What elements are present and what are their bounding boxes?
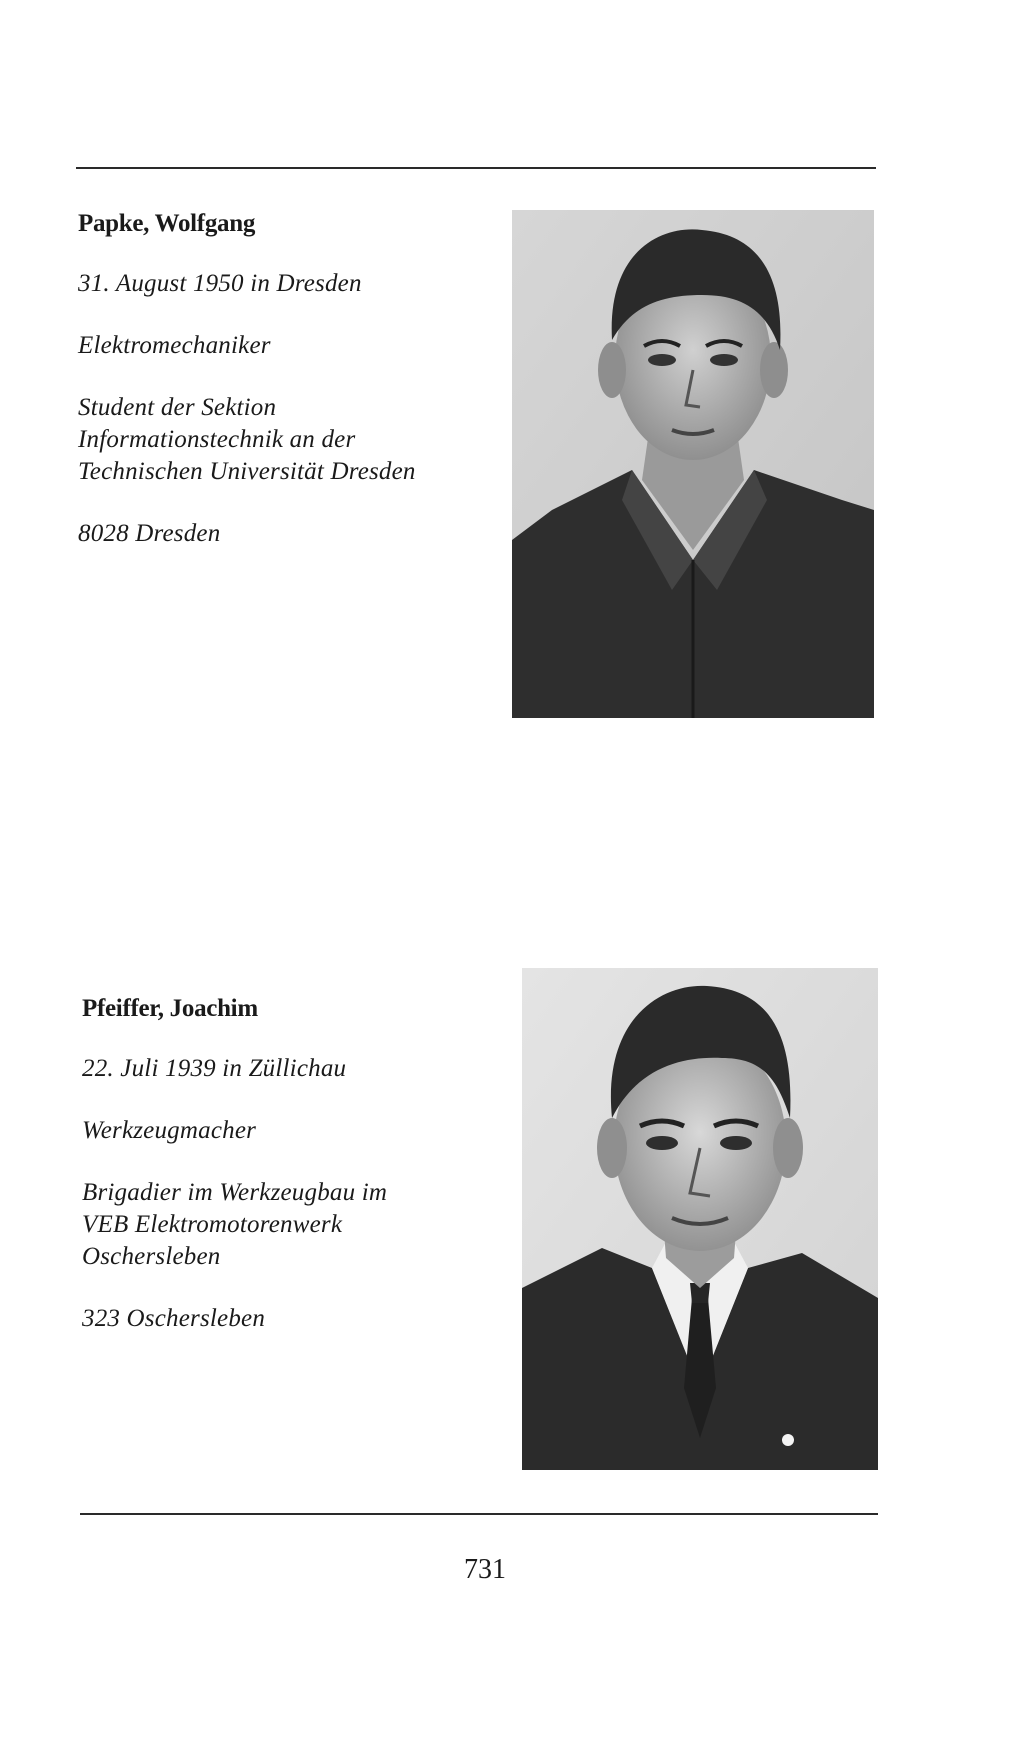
entry-position-line: Brigadier im Werkzeugbau im [82, 1179, 388, 1206]
entry-residence: 8028 Dresden [78, 520, 221, 547]
portrait-photo-icon [522, 968, 878, 1470]
entry-papke [78, 208, 498, 580]
entry-birth: 31. August 1950 in Dresden [78, 270, 362, 297]
portrait-photo-icon [512, 210, 874, 718]
entry-position-line: Oschersleben [82, 1243, 221, 1270]
page-number: 731 [464, 1554, 506, 1585]
entry-position-line: VEB Elektromotorenwerk [82, 1211, 343, 1238]
entry-pfeiffer [82, 993, 502, 1365]
portrait-photo-icon [522, 968, 878, 1470]
top-rule [76, 167, 876, 169]
entry-residence: 323 Oschersleben [82, 1305, 266, 1332]
portrait-photo-icon [512, 210, 874, 718]
entry-profession: Elektromechaniker [78, 332, 271, 359]
entry-position [82, 1177, 502, 1273]
entry-position-line: Technischen Universität Dresden [78, 458, 416, 485]
entry-position [78, 392, 498, 488]
entry-name: Papke, Wolfgang [78, 210, 256, 237]
entry-name: Pfeiffer, Joachim [82, 995, 258, 1022]
entry-position-line: Informationstechnik an der [78, 426, 356, 453]
entry-position-line: Student der Sektion [78, 394, 277, 421]
entry-birth: 22. Juli 1939 in Züllichau [82, 1055, 347, 1082]
entry-profession: Werkzeugmacher [82, 1117, 257, 1144]
bottom-rule [80, 1513, 878, 1515]
